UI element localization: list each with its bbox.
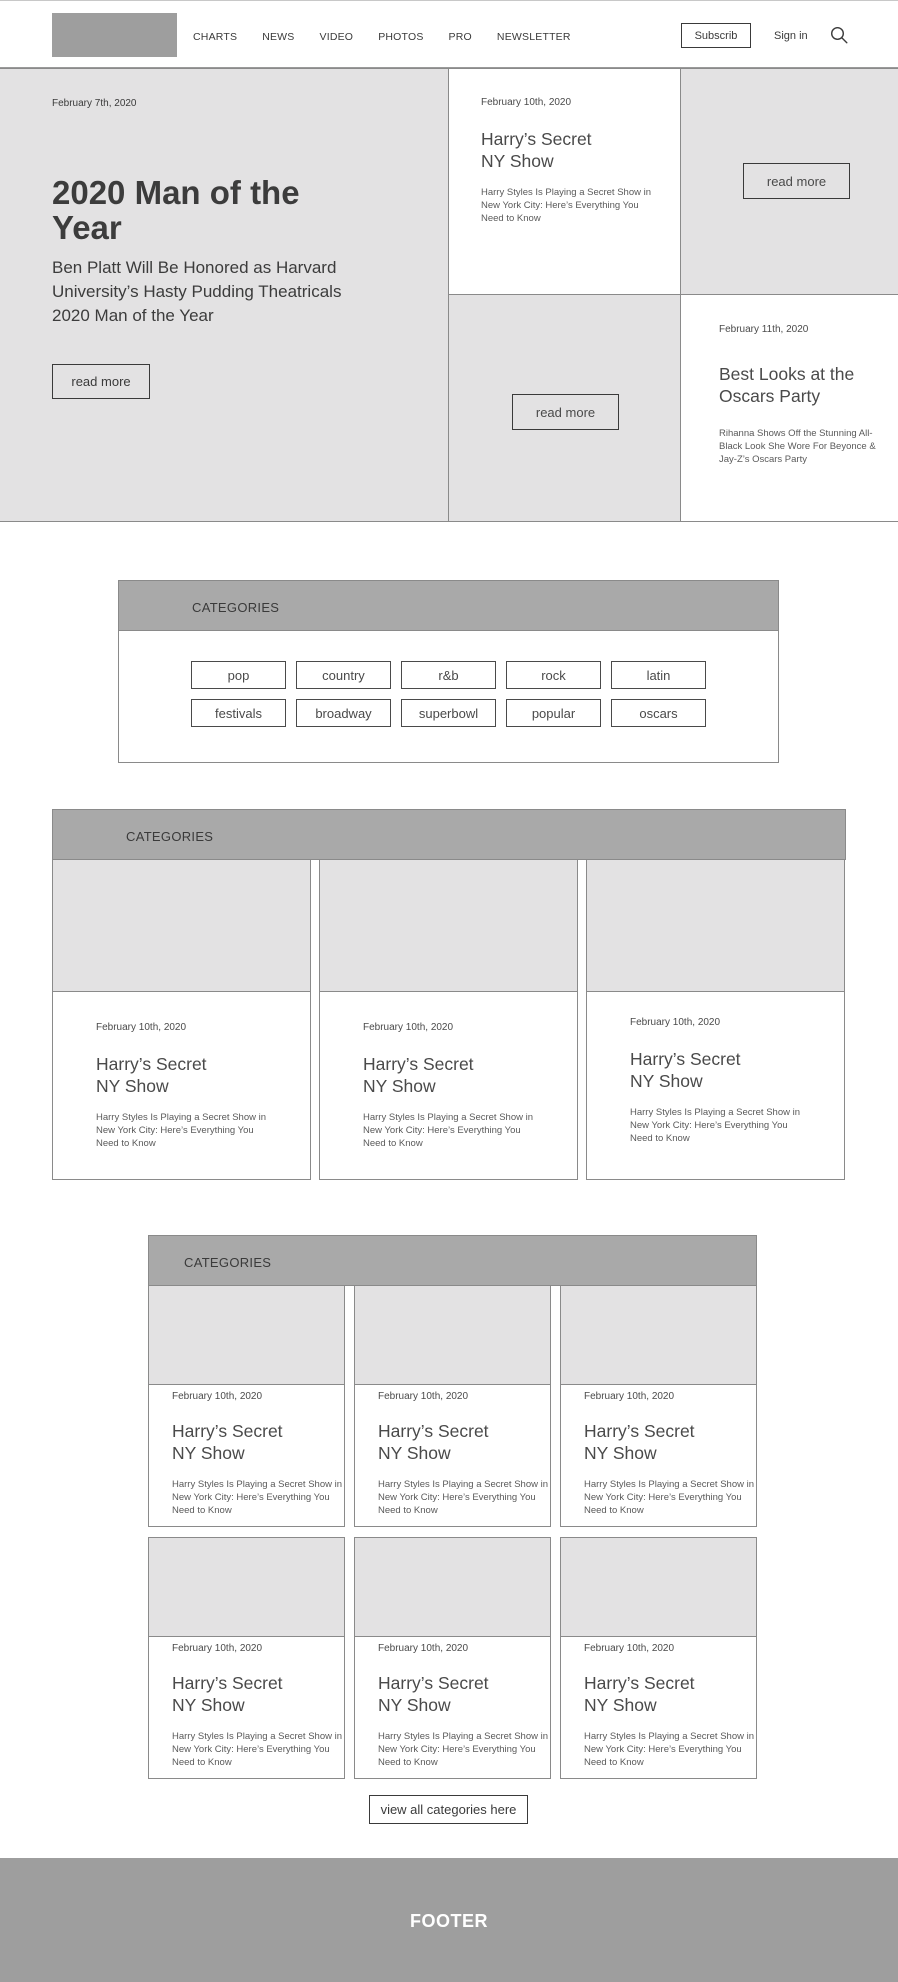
tag-pop[interactable]: pop [191, 661, 286, 689]
story-description: Harry Styles Is Playing a Secret Show in New York City: Here’s Everything You Need to Know [630, 1107, 801, 1144]
hero-card-top[interactable] [448, 68, 681, 295]
sign-in-link[interactable]: Sign in [774, 30, 808, 42]
story-description: Harry Styles Is Playing a Secret Show in New York City: Here’s Everything You Need to Know [481, 187, 652, 224]
story-description: Harry Styles Is Playing a Secret Show in New York City: Here’s Everything You Need to Know [172, 1731, 343, 1768]
hero-main-story[interactable] [0, 68, 449, 522]
read-more-button[interactable]: read more [512, 394, 619, 430]
headline-line: NY Show [96, 1076, 169, 1096]
article-card[interactable] [148, 1285, 345, 1527]
headline-line: NY Show [172, 1695, 245, 1715]
nav-item-charts[interactable]: CHARTS [193, 31, 238, 43]
story-date: February 10th, 2020 [584, 1391, 675, 1402]
headline-line: Harry’s Secret [584, 1673, 695, 1693]
headline-line: NY Show [378, 1695, 451, 1715]
tag-rnb[interactable]: r&b [401, 661, 496, 689]
hero-card-bottom-left[interactable] [448, 294, 681, 522]
headline-line: Harry’s Secret [378, 1421, 489, 1441]
story-description: Harry Styles Is Playing a Secret Show in New York City: Here’s Everything You Need to Know [378, 1479, 549, 1516]
story-description: Harry Styles Is Playing a Secret Show in New York City: Here’s Everything You Need to Know [172, 1479, 343, 1516]
story-date: February 10th, 2020 [378, 1391, 469, 1402]
article-image [561, 1286, 756, 1385]
hero-grid [0, 68, 898, 522]
read-more-button[interactable]: read more [52, 364, 150, 399]
site-header [0, 0, 898, 68]
story-date: February 10th, 2020 [172, 1391, 263, 1402]
headline-line: NY Show [481, 151, 554, 171]
footer-label: FOOTER [410, 1911, 488, 1931]
section-header [119, 581, 778, 631]
story-date: February 10th, 2020 [363, 1022, 454, 1033]
story-date: February 7th, 2020 [52, 98, 137, 109]
article-image [587, 860, 844, 992]
story-headline[interactable] [378, 1672, 489, 1716]
tag-popular[interactable]: popular [506, 699, 601, 727]
tag-festivals[interactable]: festivals [191, 699, 286, 727]
article-card[interactable] [354, 1285, 551, 1527]
article-card[interactable] [560, 1537, 757, 1779]
article-card[interactable] [586, 859, 845, 1180]
story-headline[interactable] [172, 1672, 283, 1716]
headline-line: Harry’s Secret [172, 1421, 283, 1441]
story-date: February 10th, 2020 [96, 1022, 187, 1033]
headline-line: Best Looks at the [719, 364, 855, 384]
site-footer [0, 1858, 898, 1982]
article-image [561, 1538, 756, 1637]
tag-latin[interactable]: latin [611, 661, 706, 689]
headline-line: NY Show [584, 1695, 657, 1715]
story-description: Harry Styles Is Playing a Secret Show in New York City: Here’s Everything You Need to Know [584, 1731, 755, 1768]
article-card[interactable] [319, 859, 578, 1180]
tag-broadway[interactable]: broadway [296, 699, 391, 727]
story-headline[interactable] [378, 1420, 489, 1464]
story-description: Harry Styles Is Playing a Secret Show in New York City: Here’s Everything You Need to Know [363, 1112, 534, 1149]
view-all-categories-button[interactable]: view all categories here [369, 1795, 528, 1824]
article-card[interactable] [148, 1537, 345, 1779]
tag-rock[interactable]: rock [506, 661, 601, 689]
headline-line: Harry’s Secret [630, 1049, 741, 1069]
article-image [149, 1286, 344, 1385]
article-card[interactable] [52, 859, 311, 1180]
read-more-button[interactable]: read more [743, 163, 850, 199]
headline-line: Harry’s Secret [172, 1673, 283, 1693]
story-date: February 10th, 2020 [630, 1017, 721, 1028]
article-card[interactable] [560, 1285, 757, 1527]
categories-tags-section [118, 580, 779, 763]
section-title: CATEGORIES [126, 829, 214, 844]
main-nav [193, 31, 596, 43]
story-headline[interactable] [584, 1420, 695, 1464]
subscribe-button[interactable]: Subscrib [681, 23, 751, 48]
article-image [53, 860, 310, 992]
article-image [355, 1538, 550, 1637]
search-icon[interactable] [830, 26, 848, 44]
story-headline[interactable] [630, 1048, 741, 1092]
section-title: CATEGORIES [192, 600, 280, 615]
headline-line: Harry’s Secret [481, 129, 592, 149]
story-headline[interactable] [719, 363, 854, 407]
nav-item-pro[interactable]: PRO [448, 31, 472, 43]
story-headline[interactable] [363, 1053, 474, 1097]
hero-card-bottom-right[interactable] [680, 294, 898, 522]
story-description: Rihanna Shows Off the Stunning All-Black Look She Wore For Beyonce & Jay-Z’s Oscars Party [719, 428, 876, 465]
article-image [320, 860, 577, 992]
tag-country[interactable]: country [296, 661, 391, 689]
nav-item-news[interactable]: NEWS [262, 31, 295, 43]
story-description: Harry Styles Is Playing a Secret Show in New York City: Here’s Everything You Need to Know [378, 1731, 549, 1768]
headline-line: Harry’s Secret [363, 1054, 474, 1074]
hero-card-top-right[interactable] [680, 68, 898, 295]
tag-list [191, 661, 711, 727]
nav-item-photos[interactable]: PHOTOS [378, 31, 424, 43]
story-date: February 10th, 2020 [378, 1643, 469, 1654]
tag-superbowl[interactable]: superbowl [401, 699, 496, 727]
logo[interactable] [52, 13, 177, 57]
headline-line: NY Show [172, 1443, 245, 1463]
headline-line: Oscars Party [719, 386, 821, 406]
story-subheadline: Ben Platt Will Be Honored as Harvard University’s Hasty Pudding Theatricals 2020 Man of the Year [52, 258, 342, 325]
headline-line: NY Show [630, 1071, 703, 1091]
headline-line: NY Show [378, 1443, 451, 1463]
story-headline[interactable] [172, 1420, 283, 1464]
headline-line: Harry’s Secret [584, 1421, 695, 1441]
section-title: CATEGORIES [184, 1255, 272, 1270]
story-date: February 10th, 2020 [481, 97, 572, 108]
story-date: February 10th, 2020 [172, 1643, 263, 1654]
headline-line: NY Show [363, 1076, 436, 1096]
story-description: Harry Styles Is Playing a Secret Show in New York City: Here’s Everything You Need to Know [584, 1479, 755, 1516]
section-header [148, 1235, 757, 1286]
story-date: February 10th, 2020 [584, 1643, 675, 1654]
story-date: February 11th, 2020 [719, 324, 809, 335]
nav-item-newsletter[interactable]: NEWSLETTER [496, 31, 571, 43]
article-card[interactable] [354, 1537, 551, 1779]
article-image [355, 1286, 550, 1385]
section-header [52, 809, 846, 860]
headline-line: Harry’s Secret [378, 1673, 489, 1693]
headline-line: NY Show [584, 1443, 657, 1463]
story-headline[interactable] [96, 1053, 207, 1097]
tag-oscars[interactable]: oscars [611, 699, 706, 727]
article-image [149, 1538, 344, 1637]
story-headline[interactable] [584, 1672, 695, 1716]
headline-line: Harry’s Secret [96, 1054, 207, 1074]
story-headline[interactable]: 2020 Man of the Year [52, 174, 300, 246]
story-headline[interactable] [481, 128, 592, 172]
nav-item-video[interactable]: VIDEO [319, 31, 354, 43]
story-description: Harry Styles Is Playing a Secret Show in New York City: Here’s Everything You Need to Know [96, 1112, 267, 1149]
